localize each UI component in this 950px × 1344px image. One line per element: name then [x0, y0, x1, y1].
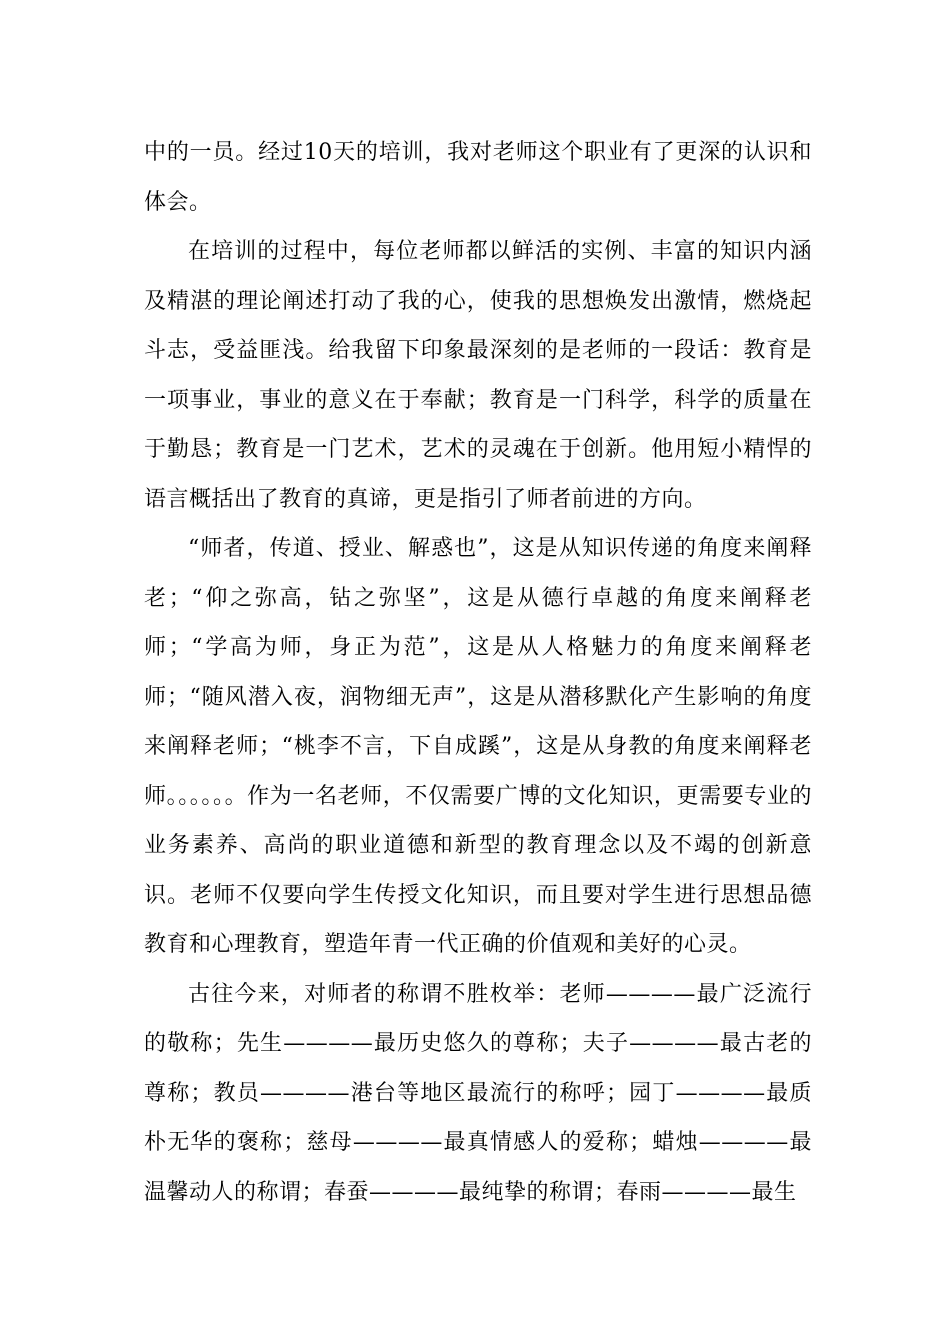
paragraph-3: “师者，传道、授业、解惑也”，这是从知识传递的角度来阐释老；“仰之弥高，钻之弥坚”，这是从德行卓越的角度来阐释老师；“学高为师，身正为范”，这是从人格魅力的角度来阐释老师；“随风潜入夜，润物细无声”，这是从潜移默化产生影响的角度来阐释老师；“桃李不言，下自成蹊”，这是从身教的角度来阐释老师。。。。。。作为一名老师，不仅需要广博的文化知识，更需要专业的业务素养、高尚的职业道德和新型的教育理念以及不竭的创新意识。老师不仅要向学生传授文化知识，而且要对学生进行思想品德教育和心理教育，塑造年青一代正确的价值观和美好的心灵。 — [144, 536, 812, 957]
paragraph-4: 古往今来，对师者的称谓不胜枚举：老师————最广泛流行的敬称；先生————最历史悠久的尊称；夫子————最古老的尊称；教员————港台等地区最流行的称呼；园丁————最质朴无华的褒称；慈母————最真情感人的爱称；蜡烛————最温馨动人的称谓；春蚕————最纯挚的称谓；春雨————最生 — [144, 981, 812, 1205]
paragraph-1: 中的一员。经过10天的培训，我对老师这个职业有了更深的认识和体会。 — [144, 140, 812, 215]
document-body — [144, 128, 812, 1217]
paragraph-2: 在培训的过程中，每位老师都以鲜活的实例、丰富的知识内涵及精湛的理论阐述打动了我的心，使我的思想焕发出激情，燃烧起斗志，受益匪浅。给我留下印象最深刻的是老师的一段话：教育是一项事业，事业的意义在于奉献；教育是一门科学，科学的质量在于勤恳；教育是一门艺术，艺术的灵魂在于创新。他用短小精悍的语言概括出了教育的真谛，更是指引了师者前进的方向。 — [144, 239, 812, 512]
